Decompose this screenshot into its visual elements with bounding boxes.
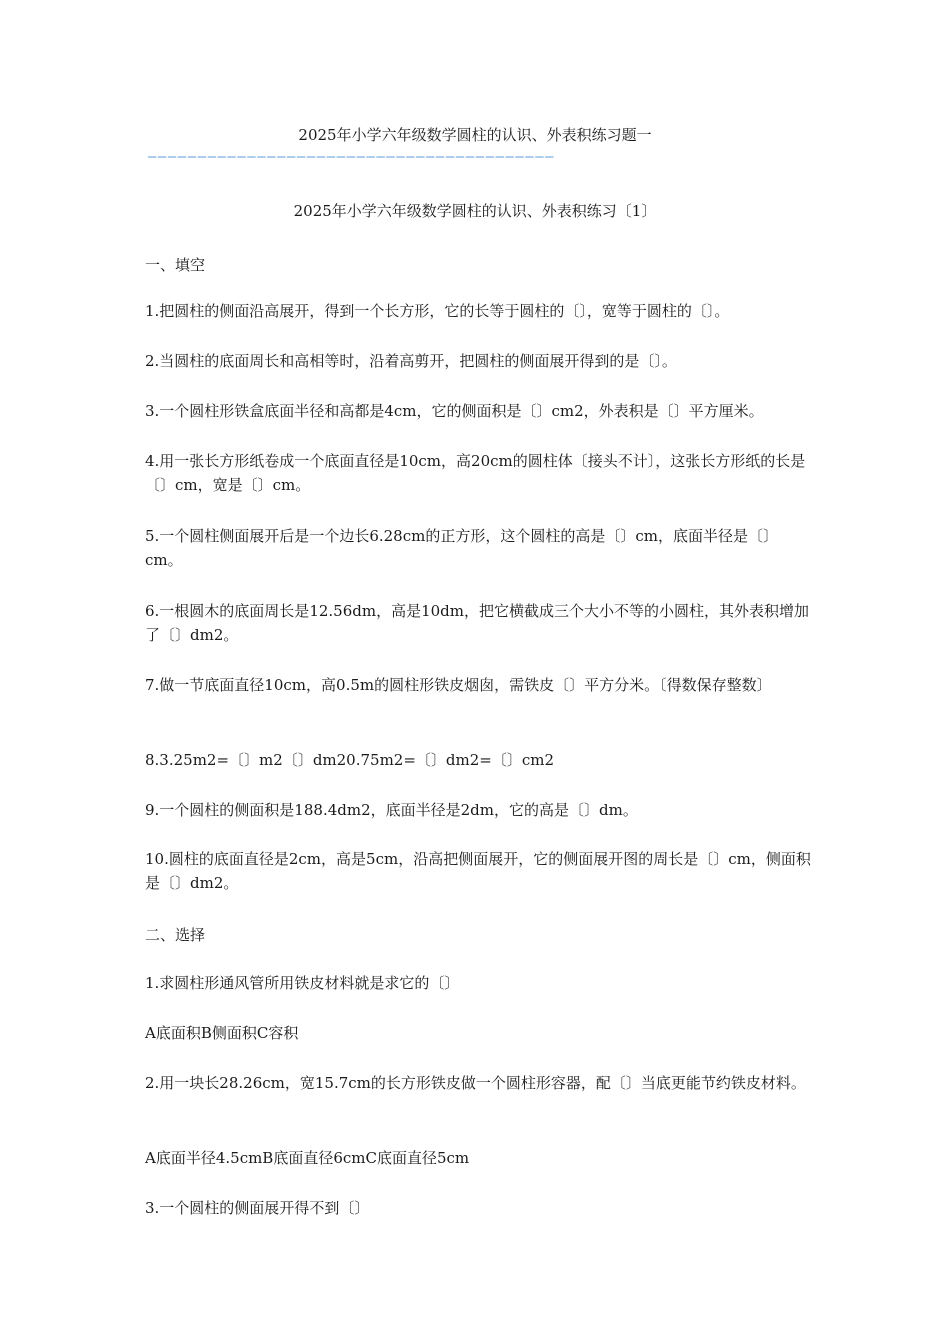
document-subtitle: 2025年小学六年级数学圆柱的认识、外表积练习〔1〕 [293, 202, 657, 220]
fill-question-8: 8.3.25m2=〔〕m2〔〕dm20.75m2=〔〕dm2=〔〕cm2 [145, 751, 555, 769]
choice-question-1: 1.求圆柱形通风管所用铁皮材料就是求它的〔〕 [145, 974, 460, 992]
fill-question-4: 4.用一张长方形纸卷成一个底面直径是10cm，高20cm的圆柱体〔接头不计〕，这张长方形纸的长是〔〕cm，宽是〔〕cm。 [145, 452, 806, 494]
header-dash-rule: ————————————————————————————————————————— [148, 150, 556, 164]
choice-options-2: A底面半径4.5cmB底面直径6cmC底面直径5cm [145, 1149, 470, 1167]
fill-question-2: 2.当圆柱的底面周长和高相等时，沿着高剪开，把圆柱的侧面展开得到的是〔〕。 [145, 352, 677, 370]
document-header: 2025年小学六年级数学圆柱的认识、外表积练习题一 [298, 126, 652, 144]
choice-options-1: A底面积B侧面积C容积 [145, 1024, 299, 1042]
fill-question-1: 1.把圆柱的侧面沿高展开，得到一个长方形，它的长等于圆柱的〔〕，宽等于圆柱的〔〕。 [145, 302, 730, 320]
fill-question-6: 6.一根圆木的底面周长是12.56dm，高是10dm，把它横截成三个大小不等的小圆柱，其外表积增加了〔〕dm2。 [145, 602, 809, 644]
choice-question-3: 3.一个圆柱的侧面展开得不到〔〕 [145, 1199, 370, 1217]
section-heading-fill: 一、填空 [145, 256, 206, 274]
fill-question-10: 10.圆柱的底面直径是2cm，高是5cm，沿高把侧面展开，它的侧面展开图的周长是〔〕cm，侧面积是〔〕dm2。 [145, 850, 811, 892]
choice-question-2: 2.用一块长28.26cm，宽15.7cm的长方形铁皮做一个圆柱形容器，配〔〕当底更能节约铁皮材料。 [145, 1074, 806, 1092]
fill-question-9: 9.一个圆柱的侧面积是188.4dm2，底面半径是2dm，它的高是〔〕dm。 [145, 801, 638, 819]
fill-question-5: 5.一个圆柱侧面展开后是一个边长6.28cm的正方形，这个圆柱的高是〔〕cm，底面半径是〔〕cm。 [145, 527, 778, 569]
fill-question-7: 7.做一节底面直径10cm，高0.5m的圆柱形铁皮烟囱，需铁皮〔〕平方分米。〔得数保存整数〕 [145, 676, 772, 694]
fill-question-3: 3.一个圆柱形铁盒底面半径和高都是4cm，它的侧面积是〔〕cm2，外表积是〔〕平方厘米。 [145, 402, 764, 420]
section-heading-choice: 二、选择 [145, 926, 206, 944]
